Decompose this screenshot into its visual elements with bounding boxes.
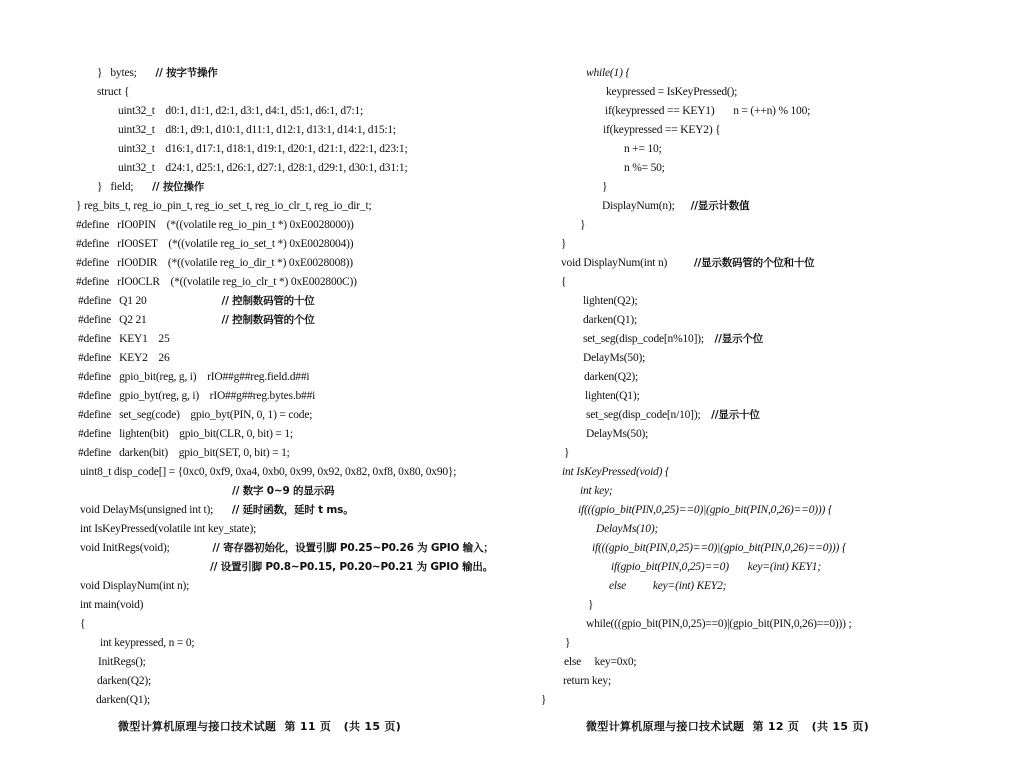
code-comment: // 设置引脚 P0.8~P0.15, P0.20~P0.21 为 GPIO 输出。: [210, 561, 494, 573]
code-text: void DisplayNum(int n): [561, 257, 694, 269]
code-comment: //显示计数值: [690, 200, 750, 212]
code-text: }: [541, 694, 547, 706]
code-line: [584, 370, 638, 384]
code-line: [586, 617, 851, 631]
code-text: n %= 50;: [624, 162, 665, 174]
code-line: [76, 275, 357, 289]
code-text: keypressed = IsKeyPressed();: [606, 86, 738, 98]
code-text: darken(Q2);: [97, 675, 151, 687]
code-line: [76, 218, 354, 232]
code-line: [78, 389, 315, 403]
code-comment: // 延时函数，延时 t ms。: [231, 504, 354, 516]
code-line: [583, 351, 645, 365]
code-line: [624, 161, 665, 175]
page-footer: 微型计算机原理与接口技术试题 第 12 页 (共 15 页): [586, 720, 870, 733]
code-line: [586, 408, 760, 422]
code-line: [80, 465, 456, 479]
code-text: }: [602, 181, 608, 193]
code-text: lighten(Q2);: [583, 295, 638, 307]
code-line: [605, 104, 810, 118]
code-line: [118, 104, 363, 118]
code-line: [561, 237, 566, 251]
code-line: [585, 389, 639, 403]
code-line: [578, 503, 832, 517]
code-line: [78, 294, 315, 308]
code-text: int keypressed, n = 0;: [100, 637, 195, 649]
code-line: [592, 541, 846, 555]
code-text: set_seg(disp_code[n/10]);: [586, 409, 712, 421]
code-line: [588, 598, 593, 612]
code-line: [602, 199, 749, 213]
code-text: #define set_seg(code) gpio_byt(PIN, 0, 1) = code;: [78, 409, 313, 421]
code-line: [602, 180, 607, 194]
code-text: n += 10;: [624, 143, 662, 155]
code-line: [561, 275, 566, 289]
code-text: #define rIO0CLR (*((volatile reg_io_clr_t *) 0xE002800C)): [76, 276, 357, 288]
code-comment: //显示数码管的个位和十位: [693, 257, 815, 269]
code-line: [78, 313, 315, 327]
code-line: [97, 85, 129, 99]
code-line: [118, 142, 407, 156]
code-text: int IsKeyPressed(void) {: [562, 466, 670, 478]
code-text: uint32_t d16:1, d17:1, d18:1, d19:1, d20:1, d21:1, d22:1, d23:1;: [118, 143, 408, 155]
code-line: [78, 351, 170, 365]
code-line: [586, 66, 630, 80]
code-line: [583, 332, 763, 346]
code-text: else key=(int) KEY2;: [609, 580, 727, 592]
code-text: }: [561, 238, 567, 250]
code-text: if(keypressed == KEY1) n = (++n) % 100;: [605, 105, 811, 117]
code-line: [541, 693, 546, 707]
code-text: }: [588, 599, 594, 611]
code-comment: // 寄存器初始化，设置引脚 P0.25~P0.26 为 GPIO 输入；: [212, 542, 494, 554]
code-text: DelayMs(50);: [583, 352, 646, 364]
code-text: #define gpio_bit(reg, g, i) rIO##g##reg.field.d##i: [78, 371, 310, 383]
code-line: [580, 484, 613, 498]
page-footer: 微型计算机原理与接口技术试题 第 11 页 (共 15 页): [118, 720, 402, 733]
code-line: [80, 503, 354, 517]
code-line: [78, 427, 293, 441]
code-comment: //显示个位: [714, 333, 764, 345]
code-text: InitRegs();: [98, 656, 146, 668]
code-line: [611, 560, 821, 574]
code-text: while(((gpio_bit(PIN,0,25)==0)|(gpio_bit(PIN,0,26)==0))) ;: [586, 618, 852, 630]
code-text: if(((gpio_bit(PIN,0,25)==0)|(gpio_bit(PIN,0,26)==0))) {: [578, 504, 833, 516]
code-line: [583, 294, 637, 308]
code-text: set_seg(disp_code[n%10]);: [583, 333, 715, 345]
code-text: uint32_t d8:1, d9:1, d10:1, d11:1, d12:1, d13:1, d14:1, d15:1;: [118, 124, 396, 136]
code-comment: // 控制数码管的个位: [221, 314, 315, 326]
code-text: #define gpio_byt(reg, g, i) rIO##g##reg.bytes.b##i: [78, 390, 316, 402]
code-line: [232, 484, 334, 498]
code-text: uint32_t d24:1, d25:1, d26:1, d27:1, d28:1, d29:1, d30:1, d31:1;: [118, 162, 408, 174]
code-text: }: [580, 219, 586, 231]
code-line: [100, 636, 194, 650]
code-line: [565, 636, 570, 650]
code-comment: // 按位操作: [152, 181, 205, 193]
code-line: [210, 560, 493, 574]
code-text: } reg_bits_t, reg_io_pin_t, reg_io_set_t, reg_io_clr_t, reg_io_dir_t;: [76, 200, 372, 212]
code-text: }: [564, 447, 570, 459]
code-text: int main(void): [80, 599, 144, 611]
code-line: [603, 123, 720, 137]
code-line: [78, 408, 312, 422]
code-text: #define darken(bit) gpio_bit(SET, 0, bit) = 1;: [78, 447, 290, 459]
code-line: [80, 522, 256, 536]
code-line: [97, 66, 218, 80]
code-text: return key;: [563, 675, 611, 687]
code-line: [76, 237, 353, 251]
code-comment: // 数字 0~9 的显示码: [232, 485, 335, 497]
code-line: [80, 579, 189, 593]
code-line: [563, 674, 611, 688]
code-text: while(1) {: [586, 67, 630, 79]
code-line: [96, 693, 150, 707]
code-line: [78, 446, 290, 460]
code-text: #define rIO0PIN (*((volatile reg_io_pin_t *) 0xE0028000)): [76, 219, 354, 231]
code-text: darken(Q2);: [584, 371, 638, 383]
code-text: #define lighten(bit) gpio_bit(CLR, 0, bit) = 1;: [78, 428, 293, 440]
code-line: [624, 142, 662, 156]
code-line: [609, 579, 726, 593]
code-line: [80, 617, 85, 631]
code-line: [97, 180, 204, 194]
code-line: [583, 313, 637, 327]
code-line: [580, 218, 585, 232]
code-line: [80, 541, 494, 555]
code-comment: //显示十位: [711, 409, 760, 421]
code-text: void DisplayNum(int n);: [80, 580, 190, 592]
code-line: [561, 256, 814, 270]
code-text: darken(Q1);: [96, 694, 150, 706]
code-text: else key=0x0;: [564, 656, 637, 668]
code-text: int IsKeyPressed(volatile int key_state);: [80, 523, 257, 535]
code-text: lighten(Q1);: [585, 390, 640, 402]
code-text: if(((gpio_bit(PIN,0,25)==0)|(gpio_bit(PIN,0,26)==0))) {: [592, 542, 847, 554]
code-line: [118, 161, 407, 175]
code-comment: // 控制数码管的十位: [221, 295, 315, 307]
code-text: int key;: [580, 485, 613, 497]
code-line: [80, 598, 143, 612]
code-line: [78, 332, 170, 346]
code-line: [97, 674, 151, 688]
code-text: {: [561, 276, 567, 288]
code-line: [118, 123, 396, 137]
exam-page-12: [512, 0, 1024, 784]
code-line: [76, 256, 353, 270]
code-line: [606, 85, 737, 99]
code-comment: // 按字节操作: [155, 67, 218, 79]
code-line: [78, 370, 309, 384]
code-line: [564, 655, 636, 669]
code-text: } field;: [97, 181, 153, 193]
code-text: #define KEY1 25: [78, 333, 170, 345]
code-text: {: [80, 618, 86, 630]
code-line: [76, 199, 371, 213]
code-line: [596, 522, 658, 536]
code-line: [98, 655, 146, 669]
code-text: void InitRegs(void);: [80, 542, 213, 554]
code-text: if(keypressed == KEY2) {: [603, 124, 721, 136]
code-line: [586, 427, 648, 441]
code-text: struct {: [97, 86, 130, 98]
code-text: } bytes;: [97, 67, 156, 79]
code-text: }: [565, 637, 571, 649]
code-text: #define Q2 21: [78, 314, 222, 326]
code-text: #define KEY2 26: [78, 352, 170, 364]
code-line: [562, 465, 669, 479]
code-line: [564, 446, 569, 460]
code-text: #define rIO0SET (*((volatile reg_io_set_t *) 0xE0028004)): [76, 238, 354, 250]
code-text: DisplayNum(n);: [602, 200, 691, 212]
code-text: DelayMs(50);: [586, 428, 649, 440]
code-text: void DelayMs(unsigned int t);: [80, 504, 232, 516]
code-text: #define Q1 20: [78, 295, 222, 307]
code-text: uint32_t d0:1, d1:1, d2:1, d3:1, d4:1, d5:1, d6:1, d7:1;: [118, 105, 364, 117]
code-text: if(gpio_bit(PIN,0,25)==0) key=(int) KEY1;: [611, 561, 821, 573]
code-text: DelayMs(10);: [596, 523, 659, 535]
code-text: darken(Q1);: [583, 314, 637, 326]
code-text: uint8_t disp_code[] = {0xc0, 0xf9, 0xa4, 0xb0, 0x99, 0x92, 0x82, 0xf8, 0x80, 0x90};: [80, 466, 457, 478]
code-text: #define rIO0DIR (*((volatile reg_io_dir_t *) 0xE0028008)): [76, 257, 353, 269]
